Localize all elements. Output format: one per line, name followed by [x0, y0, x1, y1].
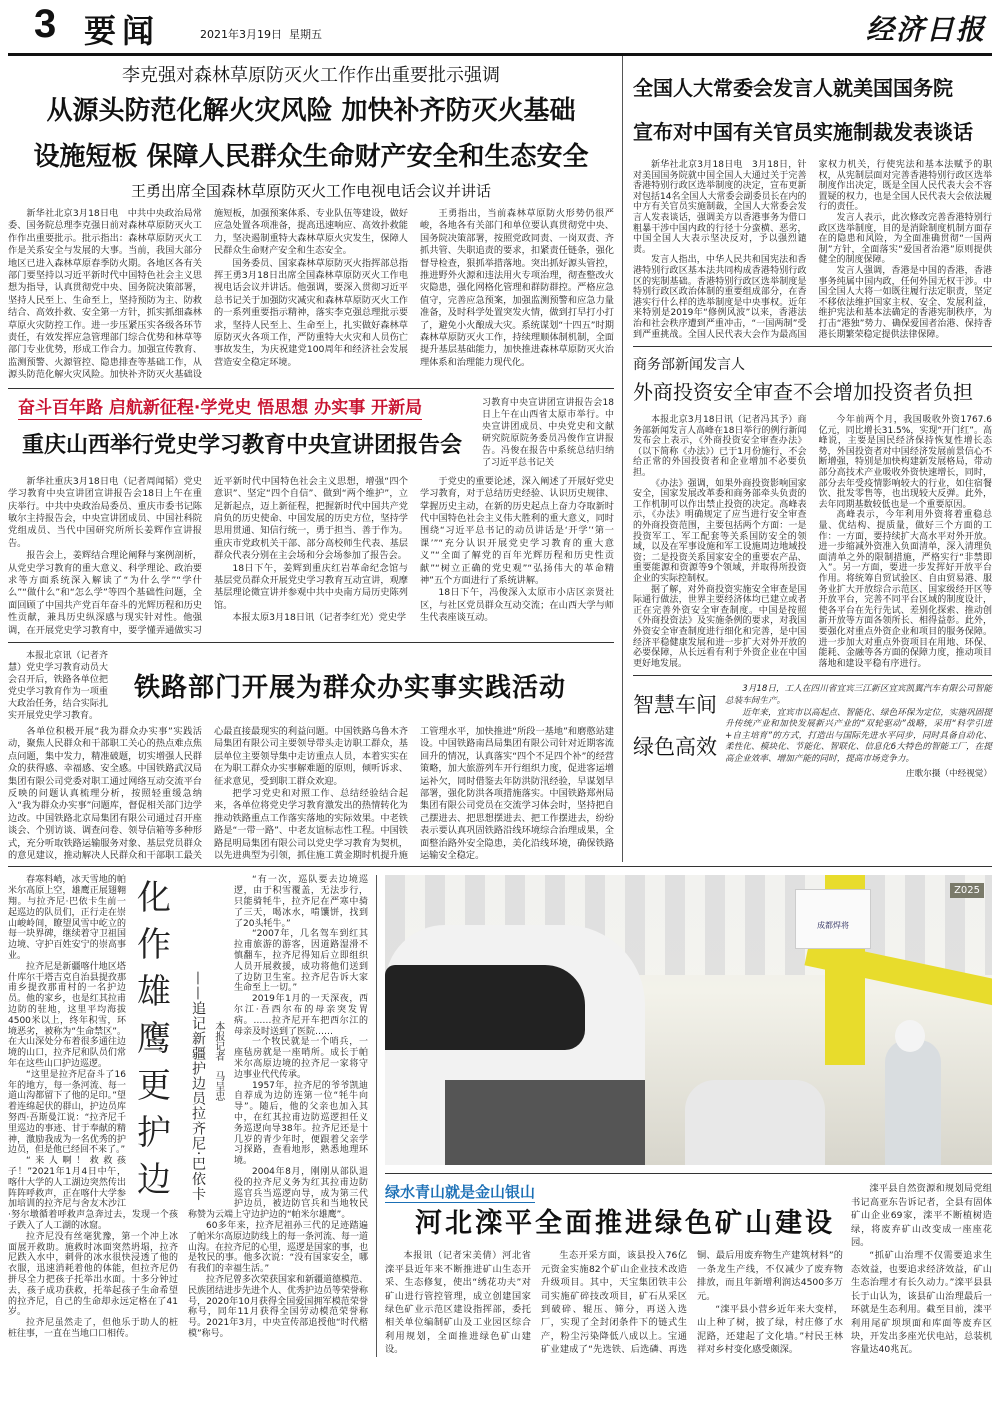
headline-char: 化 [137, 878, 171, 919]
mofcom-kicker: 商务部新闻发言人 [633, 357, 745, 374]
station-label: Z025 [950, 883, 984, 898]
paragraph: 各单位积极开展“我为群众办实事”实践活动，聚焦人民群众和干部职工关心的热点难点焦点问题，集中发力，精准破题，切实增强人民群众的获得感、幸福感、安全感。中国铁路武汉局集团有限公司党委对职工通过网络互动交流平台反映的问题认真梳理分析，按照轻重缓急纳入“我为群众办实事”问题库，督促相关部门边学边改。中国铁路北京局集团有限公司通过召开座谈会、个别访谈、调查问卷、领导信箱等多种形式，充分听取铁路运输服务对象、基层党员群众的意见建议，推动解决人民群众和干部职工最关心最直接最现实的利益问题。中国铁路乌鲁木齐局集团有限公司主要领导带头走访职工群众，基层单位主要领导集中走访重点人员，本着实实在在为职工群众办实事解难题的原则，倾听诉求、征求意见，受到职工群众欢迎。 [8, 725, 408, 862]
mofcom-body [633, 415, 992, 669]
paragraph: 高峰表示，今年利用外资将着重稳总量、优结构、提质量，做好三个方面的工作：一方面，要持续扩大高水平对外开放。进一步缩减外资准入负面清单，深入清理负面清单之外的限制措施，严格实行“非禁即入”。另一方面，要进一步发挥好开放平台作用。将统筹自贸试验区、自由贸易港、服务业扩大开放综合示范区、国家级经开区等开放平台，完善不同平台区域的制度设计，使各平台在先行先试、差别化探索、推动创新开放等方面各领所长、相得益彰。此外，要强化对重点外资企业和项目的服务保障。进一步加大对重点外资项目在用地、环保、能耗、金融等各方面的保障力度，推动项目落地和建设平稳有序进行。 [818, 510, 992, 669]
section-name: 要闻 [84, 12, 161, 50]
fire-kicker: 李克强对森林草原防灭火工作作出重要批示强调 [122, 65, 500, 86]
border-subtitle-block [188, 875, 230, 1201]
paragraph: 春寒料峭，冰天雪地的帕米尔高原上空，雄鹰正展翅翱翔。与拉齐尼·巴依卡生前一起巡边的队员们，正行走在崇山峻岭间，瞭望风雪中屹立的每一块界碑，继续着守卫祖国边境、守护百姓安宁的崇高事业。 [8, 875, 126, 962]
engine-bay [445, 1080, 645, 1165]
paragraph: 18日下午，冯俊深入太原市小店区亲贤社区，与社区党员群众互动交流；在山西大学与师生代表座谈互动。 [420, 587, 614, 624]
section-rule [8, 642, 614, 643]
paragraph: 18日下午，姜辉到重庆红岩革命纪念馆与基层党员群众开展党史学习教育互动宣讲，观摩基层理论微宣讲并参观中共中央南方局历史陈列馆。 [214, 562, 408, 611]
paragraph: 本报北京3月18日讯（记者冯其予）商务部新闻发言人高峰在18日举行的例行新闻发布会上表示，《外商投资安全审查办法》（以下简称《办法》）已于1月份施行，不会给正常的外国投资者和企业增加不必要负担。 [633, 415, 807, 479]
border-article [8, 875, 377, 1356]
border-body [8, 875, 178, 1356]
paragraph: 2004年8月，刚刚从部队退役的拉齐尼义务为红其拉甫边防巡官兵当巡逻向导，成为第三代护边员，被边防官兵和当地牧民称赞为云端上守边护边的“帕米尔雄鹰”。 [188, 1166, 368, 1221]
npc-headline-2: 宣布对中国有关官员实施制裁发表谈话 [633, 120, 973, 144]
fire-subtitle: 王勇出席全国森林草原防灭火工作电视电话会议并讲话 [130, 182, 491, 200]
paragraph: 1957年，拉齐尼的爷爷凯迪自荐成为边防连第一位“牦牛向导”。随后，他的父亲也加入其中，在红其拉甫边防巡逻担任义务巡逻向导38年。拉齐尼还是十几岁的青少年时，便跟着父亲学习探路，查看地形，熟悉地理环境。 [234, 1080, 368, 1167]
paragraph: 新华社北京3月18日电 中共中央政治局常委、国务院总理李克强日前对森林草原防灭火工作作出重要批示。批示指出：森林草原防灭火工作是关系安全与发展的大事。当前，我国大部分地区已进入森林草原春季防火期。各地区各有关部门要坚持以习近平新时代中国特色社会主义思想为指导，认真贯彻党中央、国务院决策部署，坚持人民至上、生命至上，坚持预防为主、防救结合、高效扑救、安全第一方针，抓实抓细森林草原火灾防控工作。进一步压紧压实各级各环节责任，有效发挥应急管理部门综合优势和林草等部门专业优势，形成工作合力。加强宣传教育、监测预警、火源管控、隐患排查等基础工作，从源头防范化解火灾风险。加快补齐防灭火基础设施短板，加强预案体系、专业队伍等建设，做好应急处置各项准备，提高迅速响应、高效扑救能力，坚决遏制重特大森林草原火灾发生，保障人民群众生命财产安全和生态安全。 [8, 208, 408, 381]
npc-body [633, 160, 992, 340]
robot-controller: 成都焊将 [795, 889, 871, 949]
headline-char: 雄 [137, 972, 171, 1013]
party-heading [8, 397, 478, 470]
paragraph: 新华社北京3月18日电 3月18日，针对美国国务院就中国全国人大通过关于完善香港特别行政区选举制度的决定，宣布更新对包括14名全国人大常委会副委员长在内的中方有关官员实施制裁，全国人大常委会发言人发表谈话，强调美方以香港事务为借口粗暴干涉中国内政的行径十分蛮横、恶劣，中国全国人大表示坚决反对，予以强烈谴责。 [633, 160, 807, 255]
photo-caption [725, 684, 992, 768]
rail-lead [8, 650, 108, 722]
mine-body-right [851, 1182, 992, 1356]
paragraph: 拉齐尼没有丝毫犹豫，第一个冲上冰面展开救助。施救时冰面突然坍塌，拉齐尼跌入水中，刺骨的冰水很快浸透了他的衣服，迅速消耗着他的体能，但拉齐尼仍拼尽全力把孩子托举出水面。十多分钟过去，孩子成功获救，托举起孩子生命希望的拉齐尼，自己的生命却永远定格在了41岁。 [8, 1231, 178, 1318]
paragraph: 把学习党史和对照工作、总结经验结合起来，各单位将党史学习教育激发出的热情转化为推动铁路重点工作落实落地的实际效果。中老铁路是“一带一路”、中老友谊标志性工程。中国铁路昆明局集团有限公司以党史学习教育为契机，以先进典型为引领，抓住施工黄金期时机提升施工管理水平，加快推进“所段一基地”和磨憨站建设。中国铁路南昌局集团有限公司针对近期客流回升的情况，认真落实“四个不足四个补”的经营策略，加大旅游列车开行组织力度，促进客运增运补欠，同时借鉴去年防洪防汛经验，早谋划早部署，强化防洪各项措施落实。中国铁路郑州局集团有限公司党员在交流学习体会时，坚持把自己摆进去、把思想摆进去、把工作摆进去，纷纷表示要认真巩固铁路沿线环境综合治理成果，全面整治路外安全隐患，美化沿线环境，确保铁路运输安全稳定。 [214, 725, 614, 862]
issue-date [200, 26, 322, 42]
paragraph: “这里是拉齐尼奋斗了16年的地方，每一条河流、每一道山沟都留下了他的足印。”望着连绵起伏的群山，护边员库努西·吾斯曼江说：“拉齐尼千里巡边的事迹、甘于奉献的精神，激励我成为一名优秀的护边员，但是他已经回不来了。” [8, 1069, 126, 1156]
party-headline: 重庆山西举行党史学习教育中央宣讲团报告会 [22, 431, 463, 458]
paragraph: 拉齐尼曾多次荣获国家和新疆道德模范、民族团结进步先进个人、优秀护边员等荣誉称号，2020年10月获得全国爱国拥军模范荣誉称号，同年11月获得全国劳动模范荣誉称号。2021年3月，中央宣传部追授他“时代楷模”称号。 [188, 1274, 369, 1339]
paragraph: 发言人表示，此次修改完善香港特别行政区选举制度，目的是消除制度机制方面存在的隐患和风险，为全面准确贯彻“一国两制”方针，全面落实“爱国者治港”原则提供健全的制度保障。 [818, 212, 992, 266]
paragraph: 本报北京讯（记者齐慧）党史学习教育动员大会召开后，铁路各单位把党史学习教育作为一项重大政治任务，结合实际扎实开展党史学习教育。 [8, 650, 108, 721]
paragraph: 新华社重庆3月18日电（记者周闻韬）党史学习教育中央宣讲团宣讲报告会18日上午在重庆举行。中共中央政治局委员、重庆市委书记陈敏尔主持报告会，中央宣讲团成员、中国社科院党组成员、当代中国研究所所长姜辉作宣讲报告。 [8, 475, 202, 549]
section-rule [633, 346, 992, 347]
paragraph: 3月18日，工人在四川省宜宾三江新区宜宾凯翼汽车有限公司智能总装车间生产。 [725, 684, 992, 706]
weekday: 星期五 [289, 28, 322, 41]
factory-photo [385, 875, 992, 1165]
paragraph: 报告会上，姜辉结合理论阐释与案例剖析，从党史学习教育的重大意义、科学理论、政治要求等方面系统深入解读了“为什么学”“学什么”“做什么”和“怎么学”等四个基础性问题，全面回顾了中国共产党百年奋斗的光辉历程和历史性贡献，兼具历史纵深感与现实针对性。他强调，在开展党史学习教育中，要学懂弄通做实习近平新时代中国特色社会主义思想，增强“四个意识”、坚定“四个自信”、做到“两个维护”，立足新起点，迈上新征程，把握新时代中国共产党肩负的历史使命、中国发展的历史方位，坚持学思用贯通、知信行统一，勇于担当、善于作为。重庆市党政机关干部、部分高校师生代表、基层群众代表分别在主会场和分会场参加了报告会。 [8, 475, 408, 636]
paragraph: 近年来，宜宾市以高起点、智能化、绿色环保为定位，实施巩固提升传统产业和加快发展新兴产业的“双轮驱动”战略，采用“科学引进+自主培育”的方式，打造出与国际先进水平同步，同时具备自动化、柔性化、模块化、节能化、智联化、信息化6大特色的智能工厂，在提高企业效率、增加产能的同时，提高市场竞争力。 [725, 707, 992, 764]
headline-char: 作 [137, 925, 171, 966]
paragraph: “来人啊！救救孩子！”2021年1月4日中午，喀什大学的人工湖边突然传出阵阵呼救声，正在喀什大学参加培训的拉齐尼与舍友木沙江·努尔墩循着呼救声急奔过去，发现一个孩子跌入了人工湖的冰窟。 [8, 1156, 178, 1231]
paragraph: 滦平县自然资源和规划局党组书记高亚东告诉记者，全县有固体矿山企业69家，滦平不断植树造绿，将废弃矿山改变成一座座花园。 [851, 1183, 992, 1249]
mine-main [385, 1182, 843, 1356]
paragraph: 拉齐尼是新疆喀什地区塔什库尔干塔吉克自治县提孜那甫乡提孜那甫村的一名护边员。他的家乡，也是红其拉甫边防的驻地，这里平均海拔4500米以上，终年积雪，环境恶劣，被称为“生命禁区”。在大山深处分布着很多通往边境的山口，拉齐尼和队员们常年在这些山口护边巡逻。 [8, 961, 126, 1069]
lower-right [377, 875, 992, 1356]
mine-body [385, 1249, 843, 1356]
party-top [8, 397, 614, 470]
fire-headline-1: 从源头防范化解火灾风险 加快补齐防灭火基础 [46, 96, 576, 126]
border-headline [130, 875, 178, 1204]
section-rule [8, 388, 614, 389]
paragraph: 今年前两个月，我国吸收外资1767.6亿元，同比增长31.5%，实现“开门红”。高峰说，主要是国民经济保持恢复性增长态势，外国投资者对中国经济发展前景信心不断增强，特别是加快构建新发展格局，带动部分高技术产业吸收外资快速增长，同时，部分去年受疫情影响较大的行业，如住宿餐饮、批发零售等，也出现较大反弹。此外，去年同期基数较低也是一个重要原因。 [818, 415, 992, 510]
party-side-text: 习教育中央宣讲团宣讲报告会18日上午在山西省太原市举行。中央宣讲团成员、中央党史和文献研究院原院务委员冯俊作宣讲报告。冯俊在报告中系统总结归纳了习近平总书记关 [482, 397, 614, 468]
headline-char: 鹰 [137, 1019, 171, 1060]
fire-headline-2: 设施短板 保障人民群众生命财产安全和生态安全 [33, 142, 589, 172]
rail-top [8, 650, 614, 722]
section-rule [385, 1173, 992, 1174]
paragraph: “有一次，巡队要去边境巡逻，由于积雪覆盖，无法步行，只能骑牦牛，拉齐尼在严寒中骑了三天，喝冰水，啃馕饼，找到了20头牦牛。” [234, 875, 368, 929]
section-rule [8, 866, 992, 867]
paragraph: 2019年1月的一天深夜，西尔江·吾西尔布的母亲突发胃病。……拉齐尼开车把西尔江的母亲及时送到了医院…… [234, 994, 368, 1037]
border-byline: 本报记者 马呈忠 [212, 1021, 224, 1102]
mine-banner: 绿水青山就是金山银山 [385, 1183, 536, 1202]
paragraph: “滦平县小营乡近年来大变样，山上种了树，披了绿，村庄修了水泥路，还建起了文化墙。”村民王林祥对乡村变化感受颇深。 [697, 1304, 843, 1356]
paragraph: 生态开采方面，该县投入76亿元资金实施82个矿山企业技术改造升级项目。其中，天宝集团铁丰公司实施矿碎技改项目，矿石从采区到破碎、辊压、筛分，再送入选厂，实现了全封闭条件下的链式生产，粉尘污染降低八成以上。宝通矿业建成了“先选铁、后选磷、再选铜、最后用废弃物生产建筑材料”的一条龙生产线，不仅减少了废弃物排放，而且年新增利润达4500多万元。 [541, 1250, 843, 1356]
paragraph: 《办法》强调，如果外商投资影响国家安全，国家发展改革委和商务部牵头负责的工作机制可以作出禁止投资的决定。高峰表示，《办法》明确规定了应当进行安全审查的外商投资范围，主要包括两个方面：一是投资军工、军工配套等关系国防安全的领域，以及在军事设施和军工设施周边地域投资；二是投资关系国家安全的重要农产品、重要能源和资源等9个领域，并取得所投资企业的实际控制权。 [633, 478, 807, 584]
party-banner: 奋斗百年路 启航新征程·学党史 悟思想 办实事 开新局 [18, 397, 423, 418]
paragraph: 王勇指出，当前森林草原防火形势仍很严峻，各地各有关部门和单位要认真贯彻党中央、国务院决策部署，按照党政同责、一岗双责、齐抓共管、失职追责的要求，扣紧责任链条，强化督导检查，狠抓举措落地。突出抓好源头管控，推进野外火源和违法用火专项治理，彻查整改火灾隐患，强化网格化管理和群防群控。严格应急值守，完善应急预案，加强监测预警和应急力量准备，及时科学处置突发火情，做到打早打小打了，避免小火酿成大灾。系统谋划“十四五”时期森林草原防灭火工作，持续理顺体制机制，全面提升基层基础能力，加快推进森林草原防灭火治理体系和治理能力现代化。 [420, 208, 614, 368]
paragraph: 本报太原3月18日讯（记者李红光）党史学 [232, 612, 407, 624]
mine-article [385, 1182, 992, 1356]
masthead [8, 0, 992, 56]
paragraph: “2007年，几名驾车到红其拉甫旅游的游客，因道路湿滑不慎翻车，拉齐尼得知后立即组织人员开展救援，成功将他们送到了边防卫生室。拉齐尼告诉大家生命至上一切。” [234, 929, 368, 994]
paragraph: 国务委员、国家森林草原防灭火指挥部总指挥王勇3月18日出席全国森林草原防灭火工作电视电话会议并讲话。他强调，要深入贯彻习近平总书记关于加强防灾减灾和森林草原防灭火工作的一系列重要指示精神，落实李克强总理批示要求，坚持人民至上、生命至上，扎实做好森林草原防灭火各项工作，严防重特大火灾和人员伤亡事故发生，为庆祝建党100周年和经济社会发展营造安全稳定环境。 [214, 257, 408, 368]
fire-body [8, 208, 614, 382]
paper-logo: 经济日报 [865, 13, 986, 46]
headline-char: 边 [137, 1160, 171, 1201]
photo-titles [633, 684, 719, 768]
left-column [8, 56, 622, 862]
lower-section [8, 875, 992, 1356]
car-body-2 [685, 1080, 825, 1165]
paragraph: 拉齐尼虽然走了，但他乐于助人的桩桩往事，一直在当地口口相传。 [8, 1318, 178, 1339]
photo-credit: 庄歌尔摄（中经视觉） [906, 769, 992, 780]
paragraph: 于党史的重要论述，深入阐述了开展好党史学习教育，对于总结历史经验、认识历史规律、掌握历史主动，在新的历史起点上奋力夺取新时代中国特色社会主义伟大胜利的重大意义，同时围绕“习近平总书记的动员讲话是‘开学’‘第一课’”“充分认识开展党史学习教育的重大意义”“全面了解党的百年光辉历程和历史性贡献”“树立正确的党史观”“弘扬伟大的革命精神”五个方面进行了系统讲解。 [420, 475, 614, 586]
section-rule [633, 675, 992, 676]
npc-headline-1: 全国人大常委会发言人就美国国务院 [633, 76, 953, 100]
car-hood [385, 965, 585, 1050]
upper-section [8, 56, 992, 862]
paragraph: “抓矿山治理不仅需要追求生态效益，也要追求经济效益，矿山生态治理才有长久动力。”滦平县县长于山认为，该县矿山治理最后一环就是生态利用。截至目前，滦平利用尾矿坝坝面和库面等废弃区块，开发出多座光伏电站，总装机容量达40兆瓦。 [851, 1250, 992, 1356]
paragraph: 一个牧民就是一个哨兵，一座毡房就是一座哨所。成长于帕米尔高原边境的拉齐尼一家将守边事业代代传承。 [234, 1037, 368, 1080]
worker [885, 1040, 941, 1165]
photo-title-2: 绿色高效 [633, 735, 717, 760]
page-number: 3 [34, 2, 57, 46]
border-body-continued [188, 875, 368, 1356]
photo-title-1: 智慧车间 [633, 693, 717, 718]
border-subtitle: ——追记新疆护边员拉齐尼·巴依卡 [190, 971, 206, 1202]
right-column [622, 56, 992, 862]
photo-feature-caption [633, 684, 992, 768]
mofcom-headline: 外商投资安全审查不会增加投资者负担 [633, 380, 973, 405]
date: 2021年3月19日 [200, 28, 282, 41]
headline-char: 护 [137, 1113, 171, 1154]
paragraph: 本报讯（记者宋美倩）河北省滦平县近年来不断推进矿山生态开采、生态修复，使出“绣花功夫”对矿山进行管控管理，成立创建国家绿色矿业示范区建设指挥部，委托相关单位编制矿山及工业园区综合利用规划，全面推进绿色矿山建设。 [385, 1250, 531, 1356]
paragraph: 60多年来，拉齐尼祖孙三代的足迹踏遍了帕米尔高原边防线上的每一条河流、每一道山沟。在拉齐尼的心里，巡逻是国家的事，也是牧民的事。他多次说：“没有国家安全，哪有我们的幸福生活。” [188, 1220, 369, 1275]
rail-body [8, 726, 614, 862]
paragraph: 据了解，对外商投资实施安全审查是国际通行做法，世界主要经济体均已建立或者正在完善外资安全审查制度。中国是按照《外商投资法》及实施条例的要求，对我国外资安全审查制度进行细化和完善，是中国经济平稳健康发展和进一步扩大对外开放的必要保障，从长远看有利于外资企业在中国更好地发展。 [633, 584, 807, 669]
rail-headline: 铁路部门开展为群众办实事实践活动 [134, 673, 567, 704]
mine-headline: 河北滦平全面推进绿色矿山建设 [415, 1208, 835, 1240]
party-body [8, 476, 614, 637]
headline-char: 更 [137, 1066, 171, 1107]
paragraph: 发言人强调，香港是中国的香港，香港事务纯属中国内政，任何外国无权干涉。中国全国人大将一如既往履行法定职责，坚定不移依法维护国家主权、安全、发展利益，维护宪法和基本法确定的香港宪制秩序，为打击“港独”势力、确保爱国者治港、保持香港长期繁荣稳定提供法律保障。 [818, 265, 992, 340]
paragraph: 发言人指出，中华人民共和国宪法和香港特别行政区基本法共同构成香港特别行政区的宪制基础。香港特别行政区选举制度是特别行政区政治体制的重要组成部分，在香港实行什么样的选举制度是中央事权。近年来特别是2019年“修例风波”以来，香港法治和社会秩序遭到严重冲击，“一国两制”受到严重挑战。全国人民代表大会作为最高国家权力机关，行使宪法和基本法赋予的职权，从宪制层面对完善香港特别行政区选举制度作出决定，既是全国人民代表大会不容置疑的权力，也是全国人民代表大会依法履行的责任。 [633, 160, 992, 340]
